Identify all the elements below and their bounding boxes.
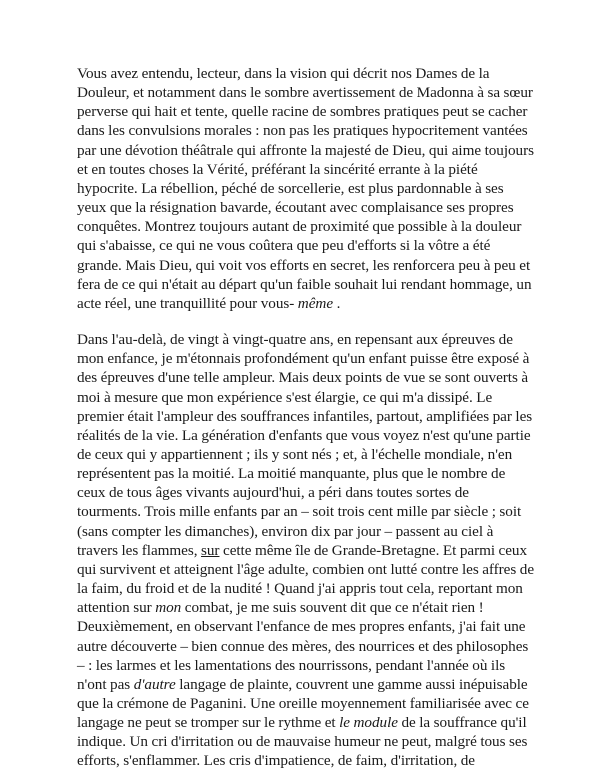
- text-line: Douleur, et notamment dans le sombre avertissement de Madonna à sa sœur: [77, 84, 533, 102]
- text-line: (sans compter les dimanches), environ dix par jour – passent au ciel à: [77, 522, 494, 540]
- text-line: réalités de la vie. La génération d'enfants que vous voyez n'est qu'une partie: [77, 426, 531, 444]
- text-line: grande. Mais Dieu, qui voit vos efforts en secret, les renforcera peu à peu et: [77, 256, 531, 274]
- text-line: efforts, s'enflammer. Les cris d'impatience, de faim, d'irritation, de: [77, 752, 475, 770]
- text-run: attention sur: [77, 599, 156, 617]
- text-line: perverse qui hait et tente, quelle racine de sombres pratiques peut se cacher: [77, 103, 528, 121]
- text-run: .: [333, 294, 341, 312]
- text-line: premier était l'ampleur des souffrances infantiles, partout, amplifiées par les: [77, 407, 533, 425]
- text-line: [77, 541, 528, 560]
- text-line: Vous avez entendu, lecteur, dans la vision qui décrit nos Dames de la: [77, 65, 490, 82]
- text-run: combat, je me suis souvent dit que ce n'était rien !: [181, 599, 484, 617]
- text-line: [77, 598, 516, 617]
- text-run: de la souffrance qu'il: [397, 714, 527, 732]
- text-line: hypocrite. La rébellion, péché de sorcellerie, est plus pardonnable à ses: [77, 179, 504, 197]
- text-line: de ceux qui y appartiennent ; ils y sont nés ; et, à l'échelle mondiale, n'en: [77, 445, 513, 463]
- emphasis-text: d'autre: [133, 675, 176, 693]
- text-line: et en toutes choses la Vérité, préférant la sincérité errante à la piété: [77, 160, 478, 178]
- text-run: acte réel, une tranquillité pour vous-: [77, 294, 298, 312]
- text-run: langage de plainte, couvrent une gamme aussi inépuisable: [175, 675, 528, 693]
- text-line: moi à mesure que mon expérience s'est élargie, ce qui m'a dissipé. Le: [77, 388, 493, 406]
- text-line: [77, 294, 516, 313]
- text-line: qui s'abaisse, ce qui ne vous coûtera que peu d'efforts si la vôtre a été: [77, 237, 491, 255]
- emphasis-text: même: [297, 294, 334, 312]
- emphasis-text: mon: [155, 599, 182, 617]
- text-line: conquêtes. Montrez toujours autant de proximité que possible à la douleur: [77, 218, 522, 236]
- text-line: yeux que la résignation bavarde, écoutant avec complaisance ses propres: [77, 199, 514, 217]
- text-line: fera de ce qui n'était au départ qu'un faible souhait lui rendant hommage, un: [77, 275, 532, 293]
- text-run: travers les flammes,: [77, 541, 202, 559]
- text-run: langage ne peut se tromper sur le rythme et: [77, 714, 340, 732]
- emphasis-text: le module: [339, 714, 398, 732]
- underlined-text: sur: [201, 541, 220, 559]
- text-line: que la crémone de Paganini. Une oreille moyennement familiarisée avec ce: [77, 695, 529, 712]
- text-run: n'ont pas: [77, 675, 134, 693]
- text-line: des épreuves d'une telle ampleur. Mais deux points de vue se sont ouverts à: [77, 369, 529, 387]
- text-line: qui survivent et atteignent l'âge adulte, combien ont lutté contre les affres de: [77, 560, 535, 578]
- text-line: – : les larmes et les lamentations des nourrissons, pendant l'année où ils: [77, 656, 506, 674]
- text-line: ceux de tous âges vivants aujourd'hui, a péri dans toutes sortes de: [77, 484, 469, 502]
- paragraph-1: [77, 64, 534, 313]
- paragraph-2: [77, 330, 535, 771]
- text-line: [77, 713, 527, 732]
- text-line: [77, 675, 528, 694]
- text-line: indique. Un cri d'irritation ou de mauvaise humeur ne peut, malgré tous ses: [77, 733, 528, 751]
- text-line: tourments. Trois mille enfants par an – soit trois cent mille par siècle ; soit: [77, 503, 522, 521]
- text-line: autre découverte – bien connue des mères, des nourrices et des philosophes: [77, 637, 529, 655]
- text-line: par une dévotion théâtrale qui affronte la majesté de Dieu, qui aime toujours: [77, 141, 534, 159]
- text-line: Deuxièmement, en observant l'enfance de mes propres enfants, j'ai fait une: [77, 618, 526, 636]
- text-line: Dans l'au-delà, de vingt à vingt-quatre ans, en repensant aux épreuves de: [77, 331, 513, 349]
- text-line: mon enfance, je m'étonnais profondément qu'un enfant puisse être exposé à: [77, 350, 530, 368]
- text-line: représentent pas la moitié. La moitié manquante, plus que le nombre de: [77, 465, 506, 483]
- text-line: la faim, du froid et de la nudité ! Quand j'ai appris tout cela, reportant mon: [77, 580, 523, 598]
- text-line: dans les convulsions morales : non pas les pratiques hypocritement vantées: [77, 122, 528, 140]
- text-run: cette même île de Grande-Bretagne. Et parmi ceux: [219, 541, 528, 559]
